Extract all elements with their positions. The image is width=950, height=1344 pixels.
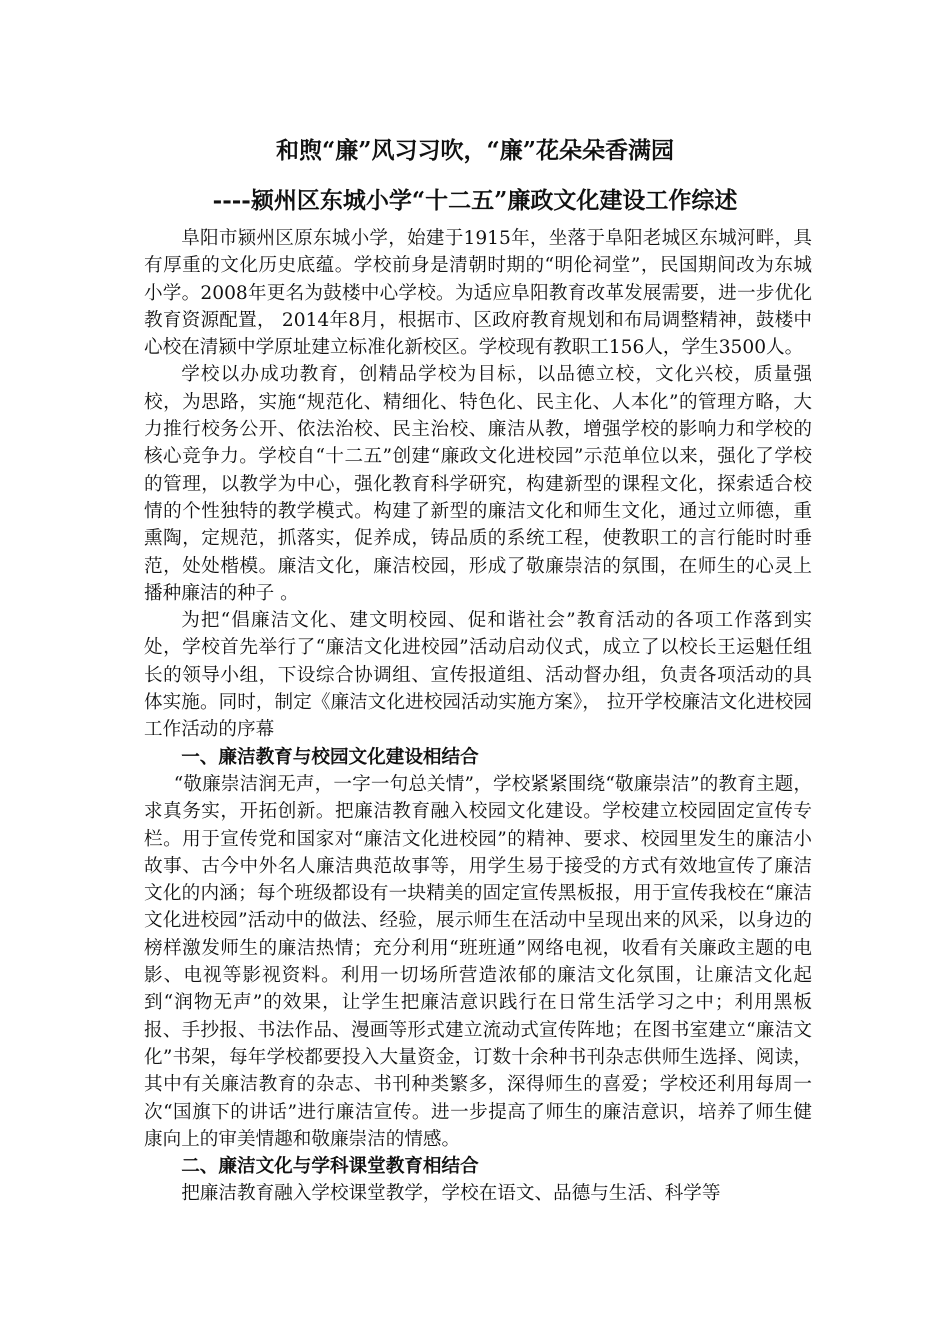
section-heading-1: 一、廉洁教育与校园文化建设相结合: [181, 746, 479, 768]
document-body: [144, 225, 812, 1208]
intro-paragraph: 阜阳市颍州区原东城小学，始建于1915年，坐落于阜阳老城区东城河畔，具有厚重的文化历史底蕴。学校前身是清朝时期的“明伦祠堂”，民国期间改为东城小学。2008年更名为鼓楼中心学校。为适应阜阳教育改革发展需要，进一步优化教育资源配置， 2014年8月，根据市、区政府教育规划和布局调整精神，鼓楼中心校在清颍中学原址建立标准化新校区。学校现有教职工156人，学生3500人。: [144, 228, 812, 359]
section-1-paragraph: “敬廉崇洁润无声，一字一句总关情”，学校紧紧围绕“敬廉崇洁”的教育主题，求真务实，开拓创新。把廉洁教育融入校园文化建设。学校建立校园固定宣传专栏。用于宣传党和国家对“廉洁文化进校园”的精神、要求、校园里发生的廉洁小故事、古今中外名人廉洁典范故事等，用学生易于接受的方式有效地宣传了廉洁文化的内涵；每个班级都设有一块精美的固定宣传黑板报，用于宣传我校在“廉洁文化进校园”活动中的做法、经验，展示师生在活动中呈现出来的风采，以身边的榜样激发师生的廉洁热情；充分利用“班班通”网络电视，收看有关廉政主题的电影、电视等影视资料。利用一切场所营造浓郁的廉洁文化氛围，让廉洁文化起到“润物无声”的效果，让学生把廉洁意识践行在日常生活学习之中；利用黑板报、手抄报、书法作品、漫画等形式建立流动式宣传阵地；在图书室建立“廉洁文化”书架，每年学校都要投入大量资金，订数十余种书刊杂志供师生选择、阅读，其中有关廉洁教育的杂志、书刊种类繁多，深得师生的喜爱；学校还利用每周一次“国旗下的讲话”进行廉洁宣传。进一步提高了师生的廉洁意识，培养了师生健康向上的审美情趣和敬廉崇洁的情感。: [144, 773, 812, 1150]
section-2-paragraph: 把廉洁教育融入学校课堂教学，学校在语文、品德与生活、科学等: [181, 1183, 721, 1205]
document-title: 和煦“廉”风习习吹，“廉”花朵朵香满园: [276, 137, 674, 164]
document-subtitle: ----颍州区东城小学“十二五”廉政文化建设工作综述: [212, 187, 738, 214]
section-heading-2: 二、廉洁文化与学科课堂教育相结合: [181, 1156, 479, 1178]
philosophy-paragraph: 学校以办成功教育，创精品学校为目标，以品德立校，文化兴校，质量强校，为思路，实施“规范化、精细化、特色化、民主化、人本化”的管理方略，大力推行校务公开、依法治校、民主治校、廉洁从教，增强学校的影响力和学校的核心竞争力。学校自“十二五”创建“廉政文化进校园”示范单位以来，强化了学校的管理，以教学为中心，强化教育科学研究，构建新型的课程文化，探索适合校情的个性独特的教学模式。构建了新型的廉洁文化和师生文化，通过立师德，重熏陶，定规范，抓落实，促养成，铸品质的系统工程，使教职工的言行能时时垂范，处处楷模。廉洁文化，廉洁校园，形成了敬廉崇洁的氛围，在师生的心灵上播种廉洁的种子 。: [144, 364, 812, 604]
launch-paragraph: 为把“倡廉洁文化、建文明校园、促和谐社会”教育活动的各项工作落到实处，学校首先举行了“廉洁文化进校园”活动启动仪式，成立了以校长王运魁任组长的领导小组，下设综合协调组、宣传报道组、活动督办组，负责各项活动的具体实施。同时，制定《廉洁文化进校园活动实施方案》， 拉开学校廉洁文化进校园工作活动的序幕: [144, 610, 812, 741]
